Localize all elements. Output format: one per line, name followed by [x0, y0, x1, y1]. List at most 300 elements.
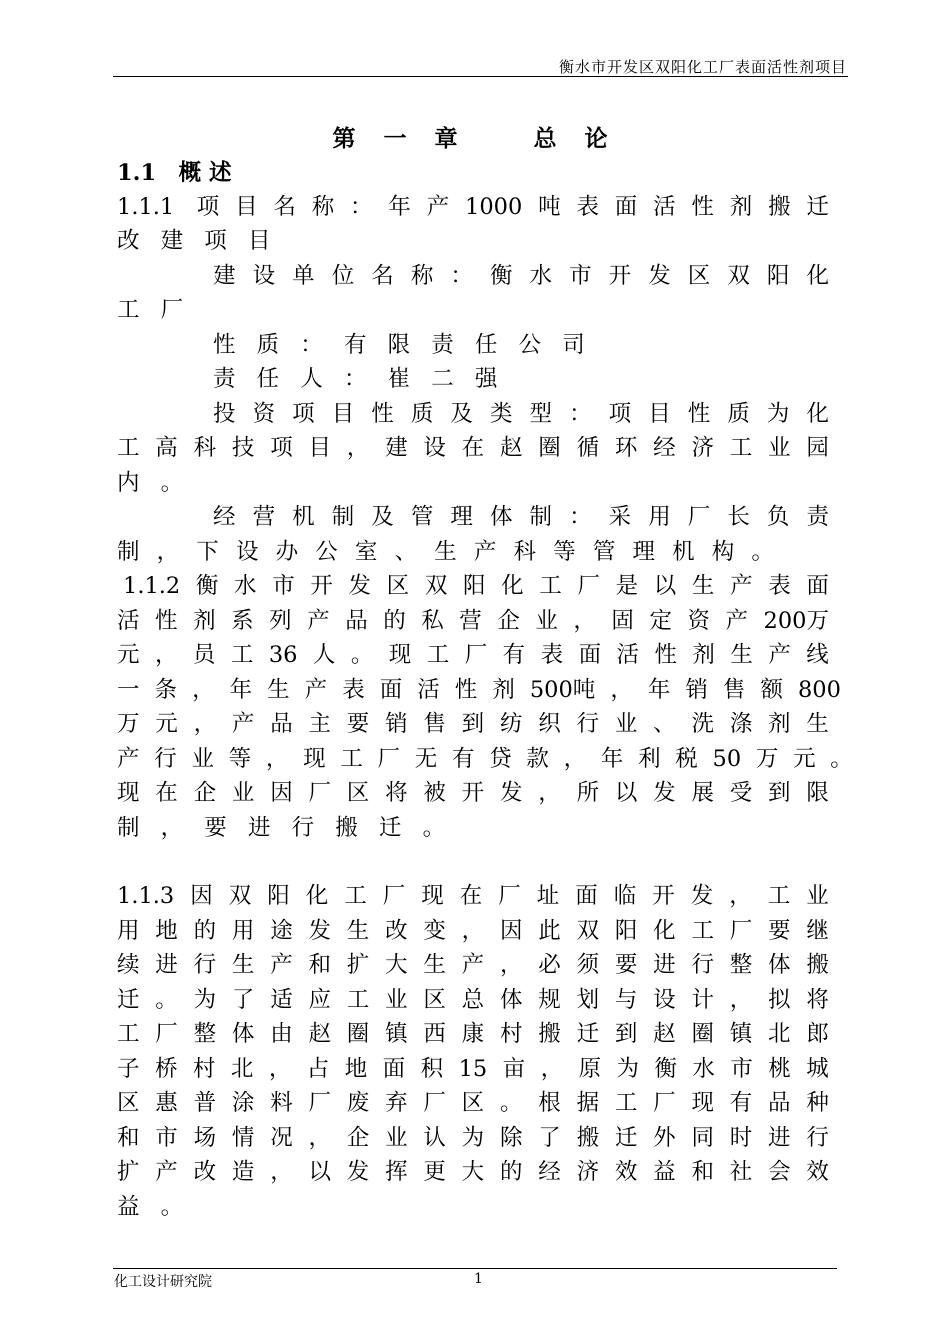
text-token: 区 — [687, 263, 711, 289]
text-token: 年 — [388, 194, 411, 220]
footer-organization: 化工设计研究院 — [114, 1274, 212, 1290]
text-token: 区 — [117, 1090, 140, 1116]
text-token: 扩 — [117, 1159, 140, 1185]
text-token: 康 — [461, 1021, 485, 1047]
text-token: 体 — [768, 952, 791, 978]
body-line: 性 质 ： 有 限 责 任 公 司 — [213, 332, 592, 358]
text-token: 迁 — [806, 194, 829, 220]
text-token: 须 — [576, 952, 600, 978]
text-token: 织 — [538, 711, 561, 737]
text-token: 体 — [231, 1021, 255, 1047]
text-token: 赵 — [653, 1021, 676, 1047]
text-token: 工 — [729, 435, 753, 461]
text-token: 大 — [461, 1159, 485, 1185]
chapter-title: 第 一 章 总 论 — [332, 125, 618, 152]
text-token: 、 — [653, 711, 676, 737]
text-token: 剂 — [193, 608, 216, 634]
text-token: 了 — [231, 987, 255, 1013]
text-token: 北 — [230, 1056, 254, 1082]
text-token: 性 — [687, 401, 711, 427]
text-token: 投 — [213, 401, 236, 427]
text-token: 工 — [426, 642, 450, 668]
text-token: 表 — [540, 642, 564, 668]
text-token: 产 — [768, 642, 791, 668]
text-token: 城 — [806, 1056, 829, 1082]
text-token: 机 — [292, 504, 315, 530]
text-token: 继 — [806, 918, 829, 944]
text-token: 济 — [691, 435, 714, 461]
text-token: 1.1.1 项 — [117, 194, 220, 220]
text-token: 品 — [768, 1090, 791, 1116]
text-token: 厂 — [653, 1090, 676, 1116]
footer-rule — [113, 1268, 837, 1269]
text-token: 搬 — [538, 1021, 561, 1047]
text-token: 面 — [806, 573, 829, 599]
text-token: 现 — [691, 1090, 714, 1116]
text-token: 区 — [346, 780, 370, 806]
text-token: 人 — [312, 642, 336, 668]
text-token: 私 — [421, 608, 444, 634]
text-token: 开 — [608, 263, 632, 289]
text-token: ， — [270, 1159, 293, 1185]
text-token: 以 — [308, 1159, 331, 1185]
text-token: 业 — [231, 780, 255, 806]
text-token: 采 — [608, 504, 632, 530]
body-line — [117, 1086, 829, 1120]
text-token: 技 — [231, 435, 255, 461]
body-line — [117, 948, 829, 982]
text-token: 列 — [269, 608, 292, 634]
text-token: 化 — [305, 883, 329, 909]
text-token: 企 — [497, 608, 520, 634]
text-token: 涤 — [729, 711, 753, 737]
text-token: 弃 — [385, 1090, 408, 1116]
text-token: 行 — [154, 746, 177, 772]
text-token: 循 — [576, 435, 600, 461]
text-token: 面 — [578, 642, 602, 668]
text-token: 产 — [307, 608, 330, 634]
text-token: 工 — [230, 642, 254, 668]
text-token: 益 — [653, 1159, 676, 1185]
text-token: 产 — [155, 1159, 178, 1185]
text-token: 的 — [499, 1159, 523, 1185]
text-token: 目 — [648, 401, 671, 427]
text-token: 用 — [117, 918, 140, 944]
text-token: 划 — [576, 987, 600, 1013]
text-token: 工 — [346, 987, 370, 1013]
text-token: 区 — [423, 987, 446, 1013]
body-line: 改 建 项 目 — [117, 228, 278, 254]
text-token: 体 — [499, 987, 523, 1013]
text-token: 项 — [608, 401, 632, 427]
text-token: 产 — [231, 711, 255, 737]
text-token: 与 — [614, 987, 638, 1013]
text-token: 利 — [638, 746, 661, 772]
text-token: 活 — [616, 642, 640, 668]
text-token: 迁 — [117, 987, 140, 1013]
text-token: 类 — [489, 401, 513, 427]
text-token: 时 — [729, 1125, 753, 1151]
text-token: 主 — [308, 711, 331, 737]
text-token: 挥 — [385, 1159, 408, 1185]
text-token: 废 — [346, 1090, 370, 1116]
body-line — [117, 914, 829, 948]
text-token: 系 — [231, 608, 254, 634]
text-token: 市 — [155, 1125, 178, 1151]
text-token: 厂 — [308, 780, 331, 806]
text-token: 称 — [311, 194, 335, 220]
body-line: 制 ， 下 设 办 公 室 、 生 产 科 等 管 理 机 构 。 — [117, 539, 779, 565]
text-token: 将 — [806, 987, 829, 1013]
body-line — [117, 673, 841, 707]
text-token: 双 — [228, 883, 252, 909]
header-rule — [113, 76, 848, 77]
text-token: 为 — [461, 1125, 485, 1151]
body-line — [117, 742, 853, 776]
text-token: 和 — [308, 952, 331, 978]
text-token: 表 — [342, 677, 365, 703]
text-token: 性 — [454, 677, 478, 703]
text-token: 经 — [538, 1159, 561, 1185]
text-token: 发 — [308, 918, 331, 944]
text-token: ， — [538, 780, 561, 806]
text-token: 售 — [423, 711, 446, 737]
text-token: 双 — [424, 573, 448, 599]
text-token: 工 — [344, 883, 367, 909]
text-token: 管 — [410, 504, 434, 530]
text-token: 元 — [793, 746, 816, 772]
text-token: 厂 — [377, 746, 401, 772]
text-token: 企 — [346, 1125, 370, 1151]
text-token: 在 — [155, 780, 178, 806]
text-token: 市 — [569, 263, 592, 289]
text-token: 售 — [722, 677, 746, 703]
text-token: 设 — [423, 435, 446, 461]
text-token: 业 — [191, 746, 214, 772]
text-token: 15 — [458, 1056, 488, 1082]
text-token: 要 — [614, 952, 638, 978]
text-token: 普 — [193, 1090, 217, 1116]
text-token: 业 — [535, 608, 558, 634]
text-token: 厂 — [577, 573, 600, 599]
body-line — [117, 190, 829, 224]
text-token: 迁 — [576, 1021, 600, 1047]
body-line — [117, 1121, 829, 1155]
body-line — [123, 569, 829, 603]
text-token: ， — [563, 746, 587, 772]
text-token: 进 — [768, 1125, 791, 1151]
text-token: 。 — [350, 642, 374, 668]
text-token: 36 — [268, 642, 298, 668]
text-token: 负 — [766, 504, 790, 530]
body-line — [117, 983, 829, 1017]
text-token: 500吨 — [529, 677, 596, 703]
text-token: 北 — [768, 1021, 791, 1047]
text-token: 厂 — [464, 642, 488, 668]
text-token: 200万 — [763, 608, 829, 634]
text-token: ， — [346, 435, 370, 461]
text-token: 镇 — [729, 1021, 753, 1047]
text-token: 化 — [806, 263, 829, 289]
text-token: 被 — [423, 780, 446, 806]
text-token: 将 — [385, 780, 408, 806]
text-token: 和 — [691, 1159, 714, 1185]
text-token: 表 — [768, 573, 791, 599]
text-token: 地 — [155, 918, 178, 944]
text-token: 体 — [489, 504, 513, 530]
text-token: 固 — [611, 608, 634, 634]
text-token: 现 — [117, 780, 140, 806]
text-token: 工 — [340, 746, 363, 772]
body-line — [213, 500, 829, 534]
text-token: 址 — [536, 883, 560, 909]
text-token: 场 — [193, 1125, 217, 1151]
text-token: 资 — [687, 608, 710, 634]
text-token: 衡 — [654, 1056, 677, 1082]
text-token: 进 — [653, 952, 676, 978]
text-token: 整 — [193, 1021, 217, 1047]
body-line — [117, 1052, 829, 1086]
text-token: 区 — [386, 573, 410, 599]
text-token: 厂 — [423, 1090, 446, 1116]
body-line — [117, 604, 829, 638]
text-token: 业 — [614, 711, 638, 737]
text-token: 生 — [806, 711, 829, 737]
text-token: 开 — [310, 573, 333, 599]
text-token: 要 — [768, 918, 791, 944]
text-token: 。 — [830, 746, 853, 772]
text-token: 到 — [461, 711, 485, 737]
text-token: 员 — [192, 642, 216, 668]
text-token: 业 — [806, 883, 829, 909]
text-token: 产 — [461, 952, 485, 978]
text-token: 社 — [729, 1159, 753, 1185]
text-token: 产 — [730, 573, 753, 599]
text-token: 工 — [691, 918, 714, 944]
text-token: 桥 — [154, 1056, 178, 1082]
text-token: 性 — [371, 401, 394, 427]
text-token: 阳 — [462, 573, 486, 599]
text-token: 。 — [499, 1090, 523, 1116]
text-token: 营 — [252, 504, 276, 530]
text-token: 地 — [344, 1056, 368, 1082]
text-token: 1.1.2 — [123, 573, 181, 599]
text-token: 经 — [213, 504, 236, 530]
text-token: 必 — [538, 952, 561, 978]
text-token: 吨 — [538, 194, 561, 220]
text-token: 目 — [235, 194, 258, 220]
text-token: 活 — [117, 608, 140, 634]
text-token: 面 — [575, 883, 598, 909]
text-token: 目 — [308, 435, 331, 461]
text-token: 续 — [117, 952, 140, 978]
text-token: 和 — [117, 1125, 140, 1151]
body-line: 责 任 人 ： 崔 二 强 — [213, 366, 505, 392]
text-token: 产 — [426, 194, 450, 220]
text-token: 剂 — [729, 194, 753, 220]
text-token: ， — [610, 677, 633, 703]
text-token: 面 — [379, 677, 403, 703]
text-token: 企 — [193, 780, 217, 806]
text-token: 营 — [459, 608, 482, 634]
text-token: 质 — [410, 401, 434, 427]
text-token: 工 — [614, 1090, 638, 1116]
text-token: 亩 — [502, 1056, 526, 1082]
running-header: 衡水市开发区双阳化工厂表面活性剂项目 — [558, 58, 847, 76]
text-token: 年 — [647, 677, 671, 703]
text-token: 料 — [270, 1090, 293, 1116]
text-token: 年 — [600, 746, 624, 772]
text-token: 发 — [346, 1159, 370, 1185]
text-token: 此 — [538, 918, 561, 944]
text-token: 积 — [420, 1056, 444, 1082]
text-token: 贷 — [489, 746, 512, 772]
text-token: 业 — [385, 1125, 408, 1151]
text-token: 位 — [331, 263, 355, 289]
text-token: ， — [268, 1056, 292, 1082]
text-token: 应 — [308, 987, 331, 1013]
text-token: 受 — [729, 780, 753, 806]
text-token: ， — [729, 883, 752, 909]
text-token: 惠 — [155, 1090, 178, 1116]
text-token: 桃 — [768, 1056, 791, 1082]
text-token: 了 — [538, 1125, 561, 1151]
text-token: ， — [192, 677, 215, 703]
text-token: 单 — [292, 263, 315, 289]
text-token: ， — [193, 711, 217, 737]
text-token: 阳 — [614, 918, 638, 944]
text-token: 以 — [614, 780, 638, 806]
text-token: 发 — [653, 780, 676, 806]
text-token: 面 — [382, 1056, 406, 1082]
text-token: 改 — [193, 1159, 217, 1185]
text-token: 济 — [576, 1159, 600, 1185]
text-token: 发 — [499, 780, 523, 806]
text-token: 行 — [806, 1125, 829, 1151]
text-token: 元 — [155, 711, 178, 737]
text-token: 要 — [346, 711, 370, 737]
text-token: 在 — [459, 883, 483, 909]
text-token: 生 — [267, 677, 290, 703]
text-token: 为 — [766, 401, 790, 427]
text-token: 阳 — [267, 883, 290, 909]
text-token: 生 — [691, 573, 715, 599]
text-token: 的 — [193, 918, 217, 944]
text-token: 生 — [730, 642, 753, 668]
text-token: 赵 — [308, 1021, 331, 1047]
text-token: 水 — [234, 573, 257, 599]
text-token: 限 — [806, 780, 829, 806]
text-token: 是 — [615, 573, 639, 599]
text-token: 为 — [193, 987, 217, 1013]
text-token: ： — [569, 504, 592, 530]
text-token: 造 — [231, 1159, 255, 1185]
text-token: 会 — [768, 1159, 791, 1185]
text-token: 以 — [653, 573, 677, 599]
text-token: 项 — [270, 435, 293, 461]
text-token: 理 — [450, 504, 473, 530]
text-token: 目 — [331, 401, 355, 427]
text-token: 50 — [712, 746, 742, 772]
text-token: 整 — [729, 952, 753, 978]
text-token: ， — [265, 746, 289, 772]
text-token: 圈 — [538, 435, 561, 461]
text-token: 村 — [192, 1056, 216, 1082]
text-token: 厂 — [729, 918, 753, 944]
text-token: 化 — [806, 401, 829, 427]
text-token: 条 — [154, 677, 178, 703]
text-token: 双 — [727, 263, 750, 289]
text-token: 途 — [270, 918, 293, 944]
body-line — [117, 1155, 829, 1189]
text-token: 环 — [614, 435, 638, 461]
text-token: 进 — [155, 952, 178, 978]
text-token: 扩 — [346, 952, 370, 978]
text-token: 用 — [231, 918, 255, 944]
text-token: 剂 — [492, 677, 515, 703]
text-token: 市 — [730, 1056, 753, 1082]
text-token: 圈 — [691, 1021, 714, 1047]
text-token: 活 — [653, 194, 676, 220]
text-token: 生 — [346, 918, 370, 944]
text-token: 为 — [616, 1056, 640, 1082]
text-token: 同 — [691, 1125, 714, 1151]
text-token: 规 — [538, 987, 561, 1013]
text-token: 制 — [529, 504, 553, 530]
text-token: 面 — [614, 194, 638, 220]
text-token: ， — [461, 918, 485, 944]
text-token: 额 — [760, 677, 783, 703]
body-line: 工 厂 — [117, 297, 191, 323]
text-token: 衡 — [489, 263, 513, 289]
text-token: ， — [308, 1125, 331, 1151]
text-token: 元 — [117, 642, 140, 668]
text-token: 据 — [576, 1090, 600, 1116]
text-token: 销 — [385, 711, 408, 737]
text-token: 开 — [461, 780, 485, 806]
text-token: 大 — [385, 952, 408, 978]
text-token: 厂 — [155, 1021, 178, 1047]
text-token: 工 — [539, 573, 562, 599]
text-token: 认 — [423, 1125, 446, 1151]
text-token: 厂 — [382, 883, 406, 909]
text-token: 发 — [648, 263, 671, 289]
text-token: 总 — [461, 987, 485, 1013]
text-token: 村 — [499, 1021, 523, 1047]
text-token: 化 — [501, 573, 524, 599]
text-token: 剂 — [768, 711, 791, 737]
text-token: 建 — [213, 263, 236, 289]
text-token: 纺 — [499, 711, 523, 737]
text-token: 用 — [648, 504, 671, 530]
text-token: 工 — [767, 883, 791, 909]
text-token: 称 — [410, 263, 434, 289]
text-token: 厂 — [308, 1090, 331, 1116]
text-token: 工 — [117, 1021, 140, 1047]
text-token: 长 — [727, 504, 750, 530]
text-token: 搬 — [576, 1125, 600, 1151]
text-token: 赵 — [499, 435, 523, 461]
text-token: 改 — [385, 918, 408, 944]
text-token: 搬 — [768, 194, 791, 220]
text-token: 活 — [417, 677, 440, 703]
text-token: 化 — [653, 918, 676, 944]
body-line — [213, 397, 829, 431]
text-token: 外 — [653, 1125, 676, 1151]
text-token: ： — [569, 401, 592, 427]
text-token: 款 — [526, 746, 549, 772]
text-token: 郎 — [806, 1021, 829, 1047]
